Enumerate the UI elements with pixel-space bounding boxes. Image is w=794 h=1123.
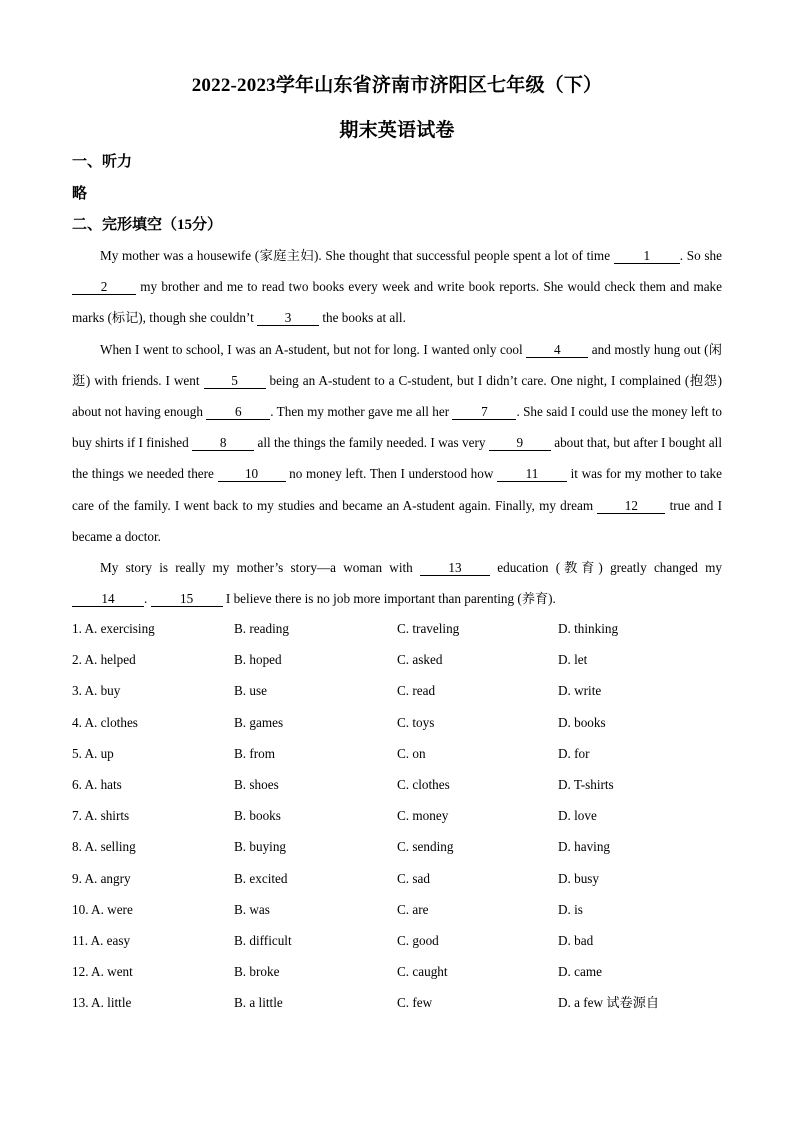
passage-text: My mother was a housewife (家庭主妇). She thought that successful people spent a lot of time [100,248,614,263]
option-d: D. T-shirts [558,776,614,792]
option-d: D. busy [558,870,600,886]
option-c: C. caught [397,964,448,980]
question-options-row [72,863,722,894]
option-b: B. reading [234,621,289,636]
option-c: C. toys [397,714,435,730]
question-options-row [72,675,722,706]
question-options-row [72,769,722,800]
passage-text: education (教育) greatly changed my [490,560,722,576]
blank-1: 1 [614,249,680,264]
section-cloze-heading: 二、完形填空（15分） [72,217,223,233]
option-c: C. good [397,932,439,948]
option-d: D. love [558,808,597,824]
option-a: 12. A. went [72,964,133,980]
option-a: 5. A. up [72,745,114,761]
question-options-row [72,894,722,925]
option-b: B. games [234,714,284,730]
passage-text: the books at all. [319,310,406,326]
option-a: 8. A. selling [72,839,136,855]
blank-6: 6 [206,405,270,420]
passage-text: being an A-student to a C-student, but I didn’t care. One night, I complained (抱怨) about not having enough [72,372,722,420]
passage-paragraph [72,240,722,334]
option-b: B. use [234,683,267,699]
blank-5: 5 [204,374,266,389]
option-a: 11. A. easy [72,932,131,948]
option-d: D. bad [558,932,594,948]
option-b: B. a little [234,995,283,1011]
option-a: 3. A. buy [72,683,121,699]
passage-text: all the things the family needed. I was very [254,435,489,451]
option-b: B. books [234,808,281,824]
option-a: 2. A. helped [72,652,136,668]
question-options-row [72,800,722,831]
option-d: D. for [558,745,590,761]
option-c: C. money [397,808,449,824]
option-a: 9. A. angry [72,870,131,886]
passage-text: my brother and me to read two books every week and write book reports. She would check them and make marks (标记), though she couldn’t [72,279,722,326]
option-c: C. asked [397,652,443,668]
option-b: B. difficult [234,932,292,948]
exam-subtitle: 期末英语试卷 [339,120,455,141]
passage-text: My story is really my mother’s story—a woman with [100,560,420,576]
passage-paragraph [72,334,722,552]
option-c: C. clothes [397,776,450,792]
option-b: B. from [234,745,276,761]
option-b: B. was [234,901,270,917]
passage-text: . Then my mother gave me all her [270,404,453,420]
option-d: D. having [558,839,611,855]
passage-paragraph [72,552,722,614]
passage-text: no money left. Then I understood how [285,466,498,482]
question-options-row [72,613,722,644]
option-c: C. few [397,995,433,1011]
option-c: C. are [397,901,429,917]
passage-text: about that, but after I bought all the things we needed there [72,435,722,482]
option-b: B. excited [234,870,288,886]
section-listening-omitted: 略 [72,186,88,202]
option-b: B. buying [234,839,287,855]
option-a: 10. A. were [72,901,133,917]
blank-14: 14 [72,592,144,607]
option-b: B. shoes [234,776,279,792]
option-d: D. books [558,714,606,730]
question-options-row [72,987,722,1018]
exam-title: 2022-2023学年山东省济南市济阳区七年级（下） [191,75,603,96]
blank-8: 8 [192,436,254,451]
option-a: 1. A. exercising [72,621,155,636]
passage-text: I believe there is no job more important than parenting (养育). [222,591,556,607]
blank-4: 4 [526,343,588,358]
question-options-row [72,831,722,862]
option-d: D. a few 试卷源自 [558,995,660,1011]
option-b: B. hoped [234,652,282,668]
option-b: B. broke [234,964,280,980]
blank-7: 7 [452,405,516,420]
blank-11: 11 [497,467,567,482]
option-d: D. let [558,652,588,668]
answer-options [72,613,722,1018]
option-a: 4. A. clothes [72,714,138,730]
section-listening-heading: 一、听力 [72,154,133,170]
blank-9: 9 [489,436,551,451]
option-d: D. write [558,683,602,699]
passage-text: When I went to school, I was an A-student, but not for long. I wanted only cool [100,341,527,357]
blank-3: 3 [257,311,319,326]
question-options-row [72,644,722,675]
question-options-row [72,707,722,738]
option-d: D. is [558,901,583,917]
option-d: D. thinking [558,621,619,636]
option-a: 6. A. hats [72,776,122,792]
passage-text: . So she [679,248,722,263]
blank-2: 2 [72,280,136,295]
blank-15: 15 [151,592,223,607]
passage-text: . She said I could use the money left to buy shirts if I finished [72,404,722,451]
question-options-row [72,738,722,769]
option-c: C. sad [397,870,430,886]
blank-12: 12 [597,499,665,514]
passage-text: . [144,591,151,607]
option-a: 7. A. shirts [72,808,130,824]
option-a: 13. A. little [72,995,132,1011]
blank-13: 13 [420,561,490,576]
blank-10: 10 [218,467,286,482]
passage-text: true and I became a doctor. [72,497,722,544]
cloze-passage [72,240,722,614]
passage-text: and mostly hung out (闲逛) with friends. I went [72,341,722,388]
option-c: C. on [397,745,426,761]
option-c: C. sending [397,839,454,855]
passage-text: it was for my mother to take care of the family. I went back to my studies and became an A-student again. Finally, my dream [72,466,722,513]
option-c: C. traveling [397,621,460,636]
option-d: D. came [558,964,602,980]
question-options-row [72,925,722,956]
option-c: C. read [397,683,436,699]
question-options-row [72,956,722,987]
